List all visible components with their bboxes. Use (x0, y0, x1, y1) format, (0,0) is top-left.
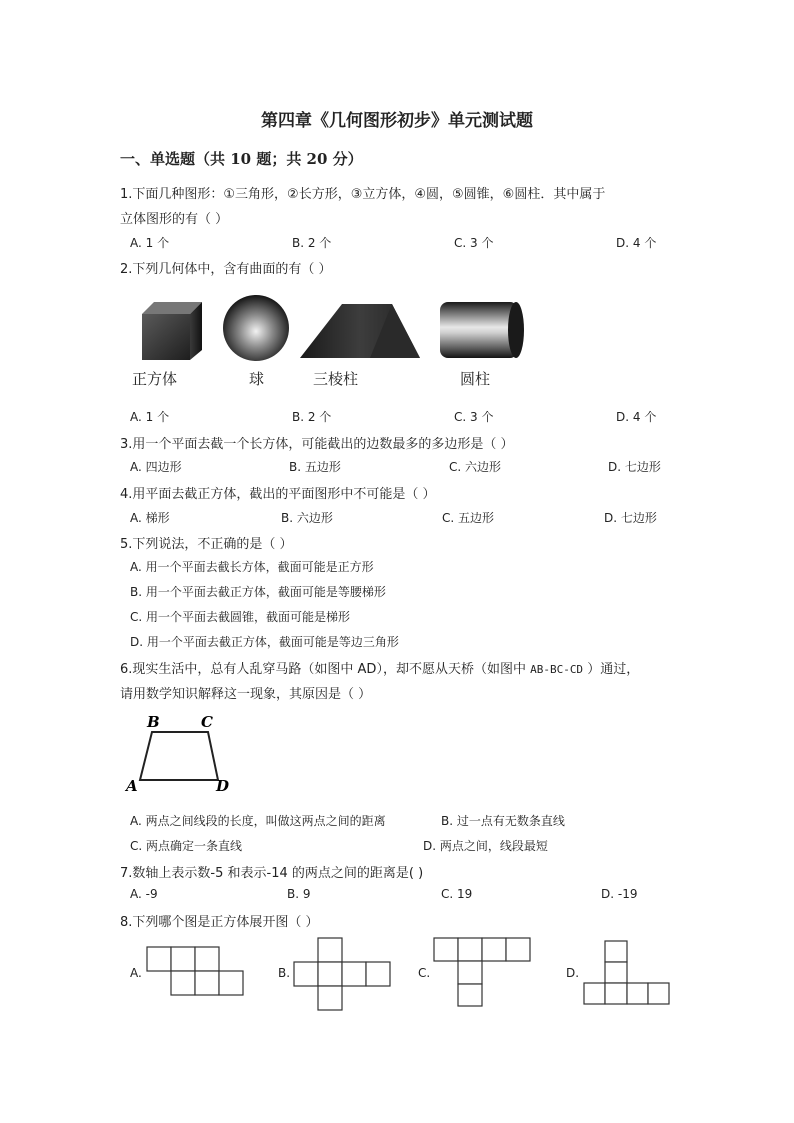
shape-label-cube: 正方体 (132, 370, 178, 388)
question-7-option-c: C. 19 (441, 887, 473, 901)
question-4-option-b: B. 六边形 (281, 511, 333, 525)
question-6-stem-part-1: 6.现实生活中，总有人乱穿马路（如图中 AD），却不愿从天桥（如图中 (120, 662, 531, 677)
question-5-option-d: D. 用一个平面去截正方体，截面可能是等边三角形 (130, 635, 399, 649)
question-3-option-c: C. 六边形 (449, 460, 502, 474)
cube-shape (142, 302, 202, 360)
question-7-option-d: D. -19 (601, 887, 638, 901)
question-5-option-c: C. 用一个平面去截圆锥，截面可能是梯形 (130, 610, 351, 624)
question-8-option-b: B. (278, 966, 291, 980)
question-3-stem: 3.用一个平面去截一个长方体，可能截出的边数最多的多边形是（ ） (120, 437, 514, 452)
question-1-stem-line-2: 立体图形的有（ ） (120, 212, 229, 227)
question-5-option-b: B. 用一个平面去截正方体，截面可能是等腰梯形 (130, 585, 386, 599)
shape-label-sphere: 球 (249, 370, 265, 388)
net-figure-c (433, 937, 533, 1007)
question-7-stem: 7.数轴上表示数-5 和表示-14 的两点之间的距离是( ) (120, 866, 424, 881)
question-4-option-c: C. 五边形 (442, 511, 495, 525)
question-2-option-b: B. 2 个 (292, 410, 332, 424)
question-7-option-b: B. 9 (287, 887, 311, 901)
label-c: C (201, 713, 213, 731)
question-4-option-d: D. 七边形 (604, 511, 657, 525)
question-8-stem: 8.下列哪个图是正方体展开图（ ） (120, 915, 319, 930)
label-d: D (216, 777, 230, 795)
question-4-stem: 4.用平面去截正方体，截出的平面图形中不可能是（ ） (120, 487, 436, 502)
question-6-option-a: A. 两点之间线段的长度，叫做这两点之间的距离 (130, 814, 386, 828)
question-6-option-d: D. 两点之间，线段最短 (423, 839, 548, 853)
question-1-option-b: B. 2 个 (292, 236, 332, 250)
question-6-stem-path: AB-BC-CD (530, 663, 584, 676)
question-8-option-d: D. (566, 966, 580, 980)
question-1-option-c: C. 3 个 (454, 236, 494, 250)
shape-label-prism: 三棱柱 (313, 370, 359, 388)
question-8-option-c: C. (418, 966, 431, 980)
shape-label-cylinder: 圆柱 (460, 370, 491, 388)
question-6-stem-part-2: ）通过， (583, 662, 640, 677)
question-6-stem-line-2: 请用数学知识解释这一现象，其原因是（ ） (120, 687, 372, 702)
trapezoid-figure (124, 712, 234, 794)
question-2-stem: 2.下列几何体中，含有曲面的有（ ） (120, 262, 332, 277)
question-2-option-d: D. 4 个 (616, 410, 657, 424)
question-3-option-a: A. 四边形 (130, 460, 182, 474)
question-3-option-b: B. 五边形 (289, 460, 341, 474)
question-4-option-a: A. 梯形 (130, 511, 170, 525)
cylinder-shape (440, 302, 524, 358)
question-2-option-a: A. 1 个 (130, 410, 170, 424)
net-figure-d (583, 940, 671, 1006)
question-6-option-b: B. 过一点有无数条直线 (441, 814, 565, 828)
question-2-option-c: C. 3 个 (454, 410, 494, 424)
question-1-stem-line-1: 1.下面几种图形：①三角形，②长方形，③立方体，④圆，⑤圆锥，⑥圆柱．其中属于 (120, 187, 606, 202)
question-5-stem: 5.下列说法，不正确的是（ ） (120, 537, 293, 552)
question-7-option-a: A. -9 (130, 887, 158, 901)
question-1-option-a: A. 1 个 (130, 236, 170, 250)
sphere-shape (223, 295, 289, 361)
section-heading: 一、单选题（共 10 题；共 20 分） (120, 150, 363, 168)
label-b: B (147, 713, 160, 731)
question-3-option-d: D. 七边形 (608, 460, 661, 474)
net-figure-b (293, 937, 391, 1011)
prism-shape (300, 304, 420, 358)
label-a: A (126, 777, 138, 795)
question-6-stem-line-1 (120, 658, 639, 677)
solid-shapes-figure (130, 292, 550, 367)
page-title: 第四章《几何图形初步》单元测试题 (261, 111, 533, 131)
net-figure-a (146, 946, 244, 996)
question-8-option-a: A. (130, 966, 142, 980)
question-5-option-a: A. 用一个平面去截长方体，截面可能是正方形 (130, 560, 374, 574)
question-6-option-c: C. 两点确定一条直线 (130, 839, 243, 853)
question-1-option-d: D. 4 个 (616, 236, 657, 250)
